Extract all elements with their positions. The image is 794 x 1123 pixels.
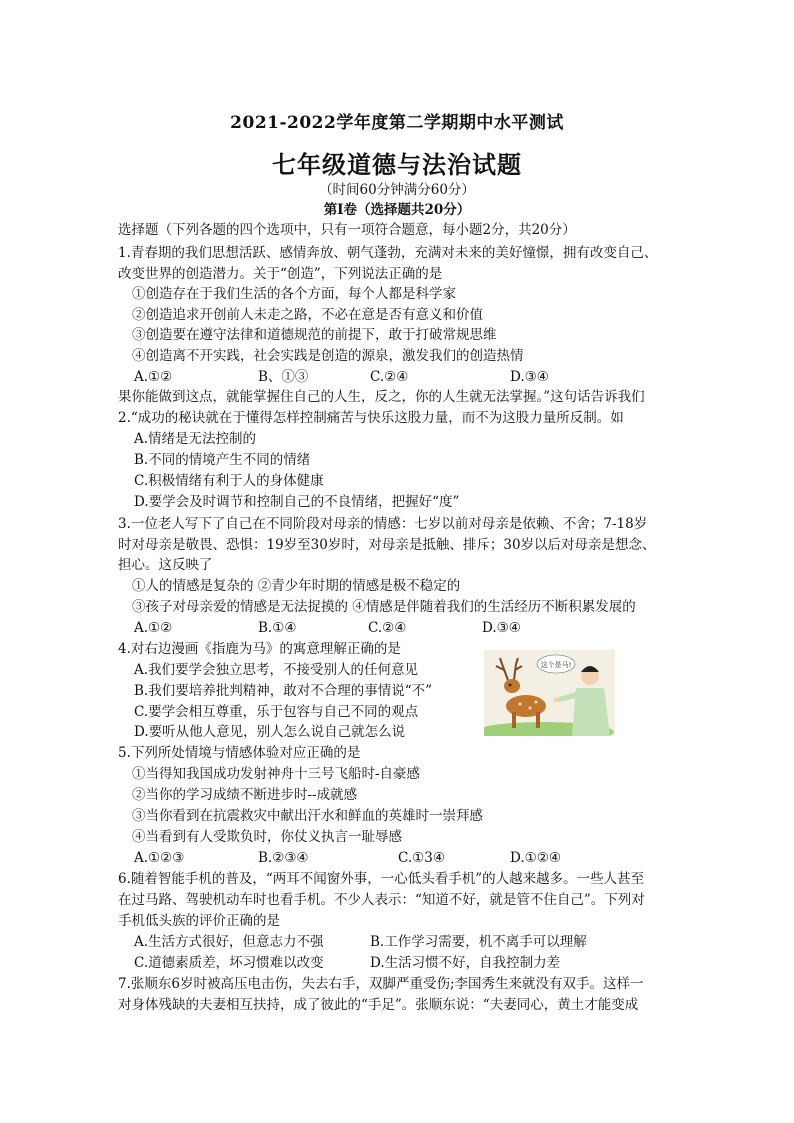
q3-option-d: D.③④ [482,620,521,636]
cartoon-image [484,650,615,736]
q1-stem-line1: 1.青春期的我们思想活跃、感情奔放、朝气蓬勃，充满对未来的美好憧憬，拥有改变自己、 [118,245,658,261]
q2-stem-carryover: 果你能做到这点，就能掌握住自己的人生，反之，你的人生就无法掌握。”这句话告诉我们 [118,389,645,405]
q5-option-d: D.①②④ [510,850,561,866]
q4-option-c: C.要学会相互尊重，乐于包容与自己不同的观点 [134,704,419,720]
q1-option-a: A.①② [134,369,173,385]
q1-statement-4: ④创造离不开实践，社会实践是创造的源泉，激发我们的创造热情 [132,348,524,364]
cartoon-speech-text: 这个是马! [540,661,572,669]
q4-option-b: B.我们要培养批判精神，敢对不合理的事情说“不” [134,683,433,699]
q6-stem-line1: 6.随着智能手机的普及，“两耳不闻窗外事，一心低头看手机”的人越来越多。一些人甚至 [118,871,645,887]
q5-statement-2: ②当你的学习成绩不断进步时--成就感 [132,787,358,803]
q1-option-d: D.③④ [510,369,549,385]
q1-statement-3: ③创造要在遵守法律和道德规范的前提下，敢于打破常规思维 [132,327,497,343]
q6-stem-line2: 在过马路、驾驶机动车时也看手机。不少人表示：“知道不好，就是管不住自己”。下列对 [118,892,645,908]
q3-statements-1-2: ①人的情感是复杂的 ②青少年时期的情感是极不稳定的 [132,578,461,594]
exam-title: 2021-2022学年度第二学期期中水平测试 [230,113,564,133]
q5-option-c: C.①3④ [398,850,445,866]
q4-option-d: D.要听从他人意见，别人怎么说自己就怎么说 [134,724,406,740]
q2-option-a: A.情绪是无法控制的 [134,431,257,447]
q6-stem-line3: 手机低头族的评价正确的是 [118,913,280,929]
q5-stem: 5.下列所处情境与情感体验对应正确的是 [118,745,361,761]
q4-stem: 4.对右边漫画《指鹿为马》的寓意理解正确的是 [118,641,401,657]
q5-option-b: B.②③④ [258,850,309,866]
q2-option-b: B.不同的情境产生不同的情绪 [134,452,311,468]
section-heading: 第Ⅰ卷（选择题共20分） [323,202,471,218]
q6-option-b: B.工作学习需要，机不离手可以理解 [370,934,587,950]
subject-title: 七年级道德与法治试题 [272,151,522,179]
q2-option-d: D.要学会及时调节和控制自己的不良情绪，把握好“度” [134,494,460,510]
instructions: 选择题（下列各题的四个选项中，只有一项符合题意，每小题2分，共20分） [118,222,576,238]
q4-option-a: A.我们要学会独立思考，不接受别人的任何意见 [134,662,419,678]
q7-stem-line2: 对身体残缺的夫妻相互扶持，成了彼此的“手足”。张顺东说：“夫妻同心，黄土才能变成 [118,997,639,1013]
q5-statement-4: ④当看到有人受欺负时，你仗义执言一耻辱感 [132,829,402,845]
q3-option-b: B.①④ [258,620,297,636]
q3-statements-3-4: ③孩子对母亲爱的情感是无法捉摸的 ④情感是伴随着我们的生活经历不断积累发展的 [132,599,636,615]
q2-option-c: C.积极情绪有利于人的身体健康 [134,473,324,489]
q1-statement-2: ②创造追求开创前人未走之路，不必在意是否有意义和价值 [132,307,483,323]
q6-option-a: A.生活方式很好，但意志力不强 [134,934,324,950]
q7-stem-line1: 7.张顺东6岁时被高压电击伤，失去右手，双脚严重受伤;李国秀生来就没有双手。这样一 [118,976,644,992]
q1-option-b: B、①③ [258,369,309,385]
q5-statement-1: ①当得知我国成功发射神舟十三号飞船时-自豪感 [132,766,421,782]
q3-stem-line3: 担心。这反映了 [118,557,213,573]
q3-stem-line2: 时对母亲是敬畏、恐惧：19岁至30岁时，对母亲是抵触、排斥；30岁以后对母亲是想念、 [118,537,656,553]
q1-stem-line2: 改变世界的创造潜力。关于“创造”，下列说法正确的是 [118,266,443,282]
q3-stem-line1: 3.一位老人写下了自己在不同阶段对母亲的情感：七岁以前对母亲是依赖、不舍；7-18岁 [118,516,648,532]
time-note: （时间60分钟满分60分） [319,182,475,198]
q3-option-a: A.①② [134,620,173,636]
q6-option-d: D.生活习惯不好，自我控制力差 [370,955,561,971]
q6-option-c: C.道德素质差，坏习惯难以改变 [134,955,324,971]
q2-stem: 2.“成功的秘诀就在于懂得怎样控制痛苦与快乐这股力量，而不为这股力量所反制。如 [118,410,624,426]
q3-option-c: C.②④ [368,620,407,636]
q1-statement-1: ①创造存在于我们生活的各个方面，每个人都是科学家 [132,286,456,302]
q5-statement-3: ③当你看到在抗震救灾中献出汗水和鲜血的英雄时一崇拜感 [132,808,483,824]
q5-option-a: A.①②③ [134,850,185,866]
q1-option-c: C.②④ [370,369,409,385]
